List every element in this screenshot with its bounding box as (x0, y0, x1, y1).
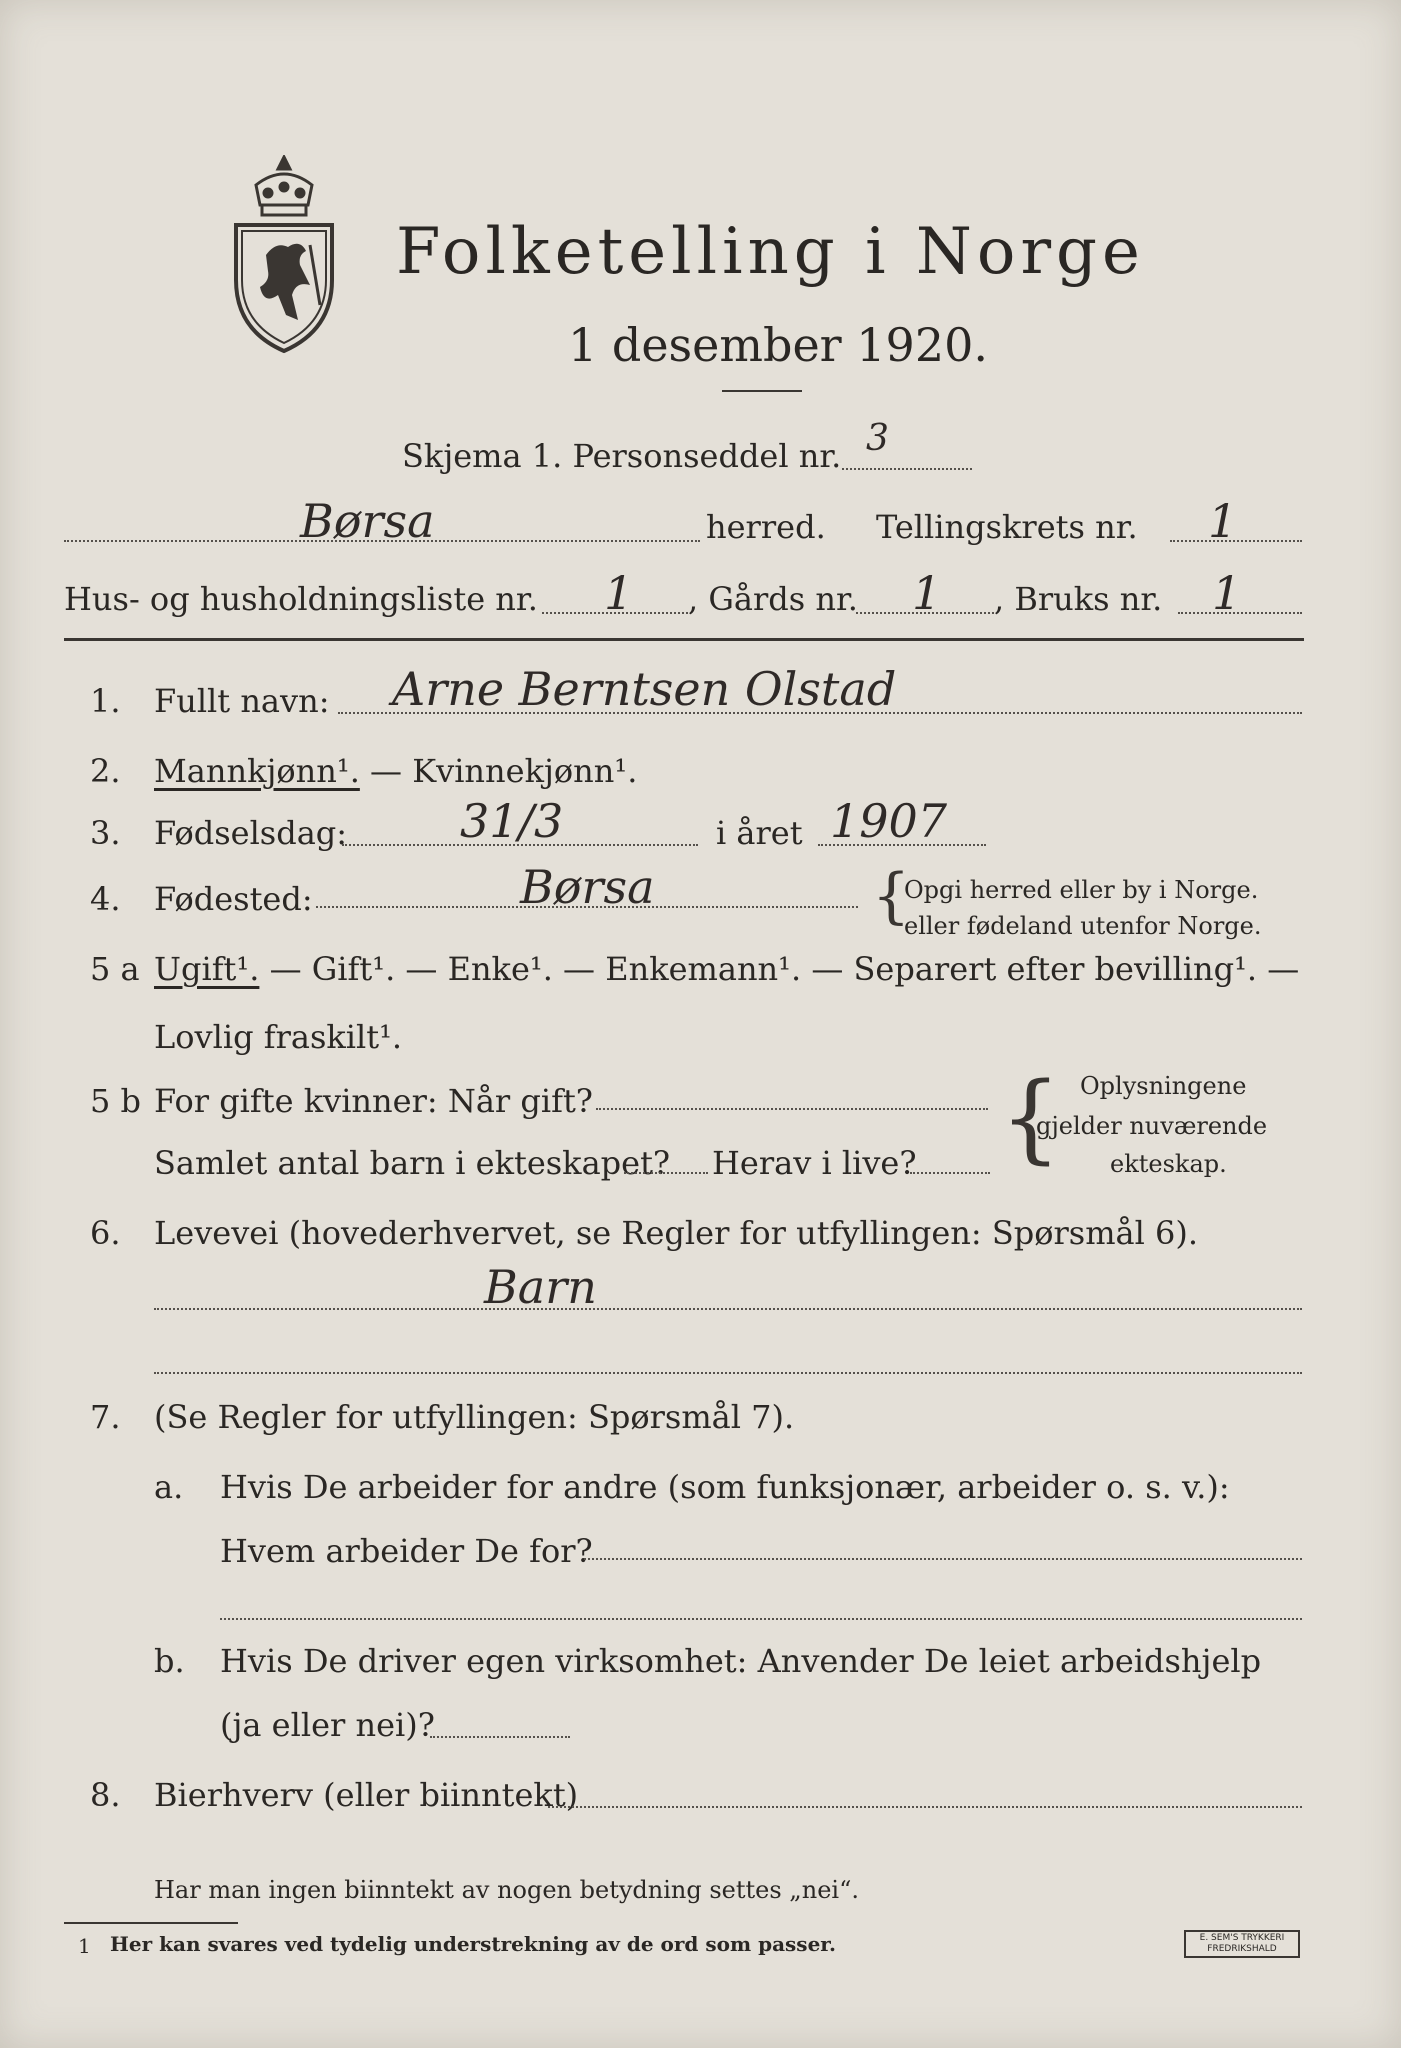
marital-ugift: Ugift¹. (154, 950, 260, 988)
q7b-line-2: (ja eller nei)? (220, 1706, 435, 1744)
gards-value: 1 (912, 566, 942, 620)
q5b-children-line (624, 1172, 708, 1174)
q5b-note-3: ekteskap. (1110, 1150, 1227, 1178)
printer-stamp-line-2: FREDRIKSHALD (1207, 1944, 1277, 1954)
footnote-rule (64, 1922, 238, 1924)
q5b-alive-label: Herav i live? (712, 1144, 917, 1182)
q6-label: Levevei (hovederhvervet, se Regler for utfyllingen: Spørsmål 6). (154, 1214, 1199, 1252)
census-date: 1 desember 1920. (568, 318, 988, 372)
gender-male: Mannkjønn¹. (154, 752, 360, 790)
q4-number: 4. (90, 880, 121, 918)
birth-year-value: 1907 (830, 794, 948, 848)
q3-label: Fødselsdag: (154, 814, 348, 852)
q4-label: Fødested: (154, 880, 313, 918)
q7b-letter: b. (154, 1642, 185, 1680)
no-income-note: Har man ingen biinntekt av nogen betydning settes „nei“. (154, 1876, 859, 1904)
header-rule (64, 638, 1304, 641)
herred-value: Børsa (300, 494, 435, 548)
gender-female: Kvinnekjønn¹. (412, 752, 638, 790)
q8-label: Bierhverv (eller biinntekt) (154, 1776, 579, 1814)
schema-label: Skjema 1. Personseddel nr. (402, 437, 842, 475)
q5b-number: 5 b (90, 1082, 142, 1120)
birthplace-value: Børsa (520, 860, 655, 914)
q5b-brace: { (1000, 1062, 1062, 1174)
q8-line (548, 1806, 1302, 1808)
marital-status-line-2: Lovlig fraskilt¹. (154, 1018, 403, 1056)
printer-stamp (1184, 1930, 1300, 1958)
personseddel-number: 3 (866, 418, 889, 459)
q8-number: 8. (90, 1776, 121, 1814)
q6-line-1 (154, 1308, 1302, 1310)
hus-value: 1 (604, 566, 634, 620)
q1-number: 1. (90, 682, 121, 720)
q3-year-label: i året (716, 814, 803, 852)
q7-number: 7. (90, 1398, 121, 1436)
q7a-letter: a. (154, 1468, 184, 1506)
q6-number: 6. (90, 1214, 121, 1252)
q2-number: 2. (90, 752, 121, 790)
q7a-answer-line-2 (220, 1618, 1302, 1620)
gender-row (154, 752, 637, 790)
q4-brace: { (872, 861, 911, 931)
form-title: Folketelling i Norge (396, 215, 1145, 289)
q3-number: 3. (90, 814, 121, 852)
q7b-answer-line (430, 1736, 570, 1738)
q7-label: (Se Regler for utfyllingen: Spørsmål 7). (154, 1398, 795, 1436)
printer-stamp-line-1: E. SEM'S TRYKKERI (1199, 1933, 1285, 1943)
herred-label: herred. (706, 508, 826, 546)
q6-line-2 (154, 1372, 1302, 1374)
hus-label: Hus- og husholdningsliste nr. (64, 580, 538, 618)
title-divider (722, 390, 802, 392)
gender-separator: — (359, 752, 413, 790)
bruks-label: , Bruks nr. (994, 580, 1163, 618)
q5b-note-2: gjelder nuværende (1036, 1112, 1268, 1140)
tellingskrets-label: Tellingskrets nr. (876, 508, 1138, 546)
q5b-line-1: For gifte kvinner: Når gift? (154, 1082, 593, 1120)
marital-options: — Gift¹. — Enke¹. — Enkemann¹. — Separert efter bevilling¹. — (259, 950, 1300, 988)
q5b-alive-line (910, 1172, 990, 1174)
birthday-value: 31/3 (460, 794, 564, 848)
q5b-children-label: Samlet antal barn i ekteskapet? (154, 1144, 671, 1182)
footnote-mark: 1 (78, 1934, 91, 1958)
q5b-note-1: Oplysningene (1080, 1072, 1247, 1100)
q7a-answer-line-1 (584, 1558, 1302, 1560)
tellingskrets-value: 1 (1208, 494, 1238, 548)
bruks-value: 1 (1212, 566, 1242, 620)
q7a-line-1: Hvis De arbeider for andre (som funksjonær, arbeider o. s. v.): (220, 1468, 1230, 1506)
q7b-line-1: Hvis De driver egen virksomhet: Anvender De leiet arbeidshjelp (220, 1642, 1262, 1680)
q1-label: Fullt navn: (154, 682, 330, 720)
gards-label: , Gårds nr. (688, 580, 858, 618)
full-name-value: Arne Berntsen Olstad (392, 662, 897, 716)
marital-status-row (154, 950, 1299, 988)
footnote-text: Her kan svares ved tydelig understrekning av de ord som passer. (110, 1932, 836, 1956)
q4-note-1: Opgi herred eller by i Norge. (904, 876, 1259, 904)
occupation-value: Barn (484, 1260, 597, 1314)
q5a-number: 5 a (90, 950, 140, 988)
q5b-when-line (596, 1108, 988, 1110)
q7a-line-2: Hvem arbeider De for? (220, 1532, 593, 1570)
coat-of-arms-icon (226, 155, 342, 355)
personseddel-line (842, 468, 972, 470)
q4-note-2: eller fødeland utenfor Norge. (904, 912, 1262, 940)
